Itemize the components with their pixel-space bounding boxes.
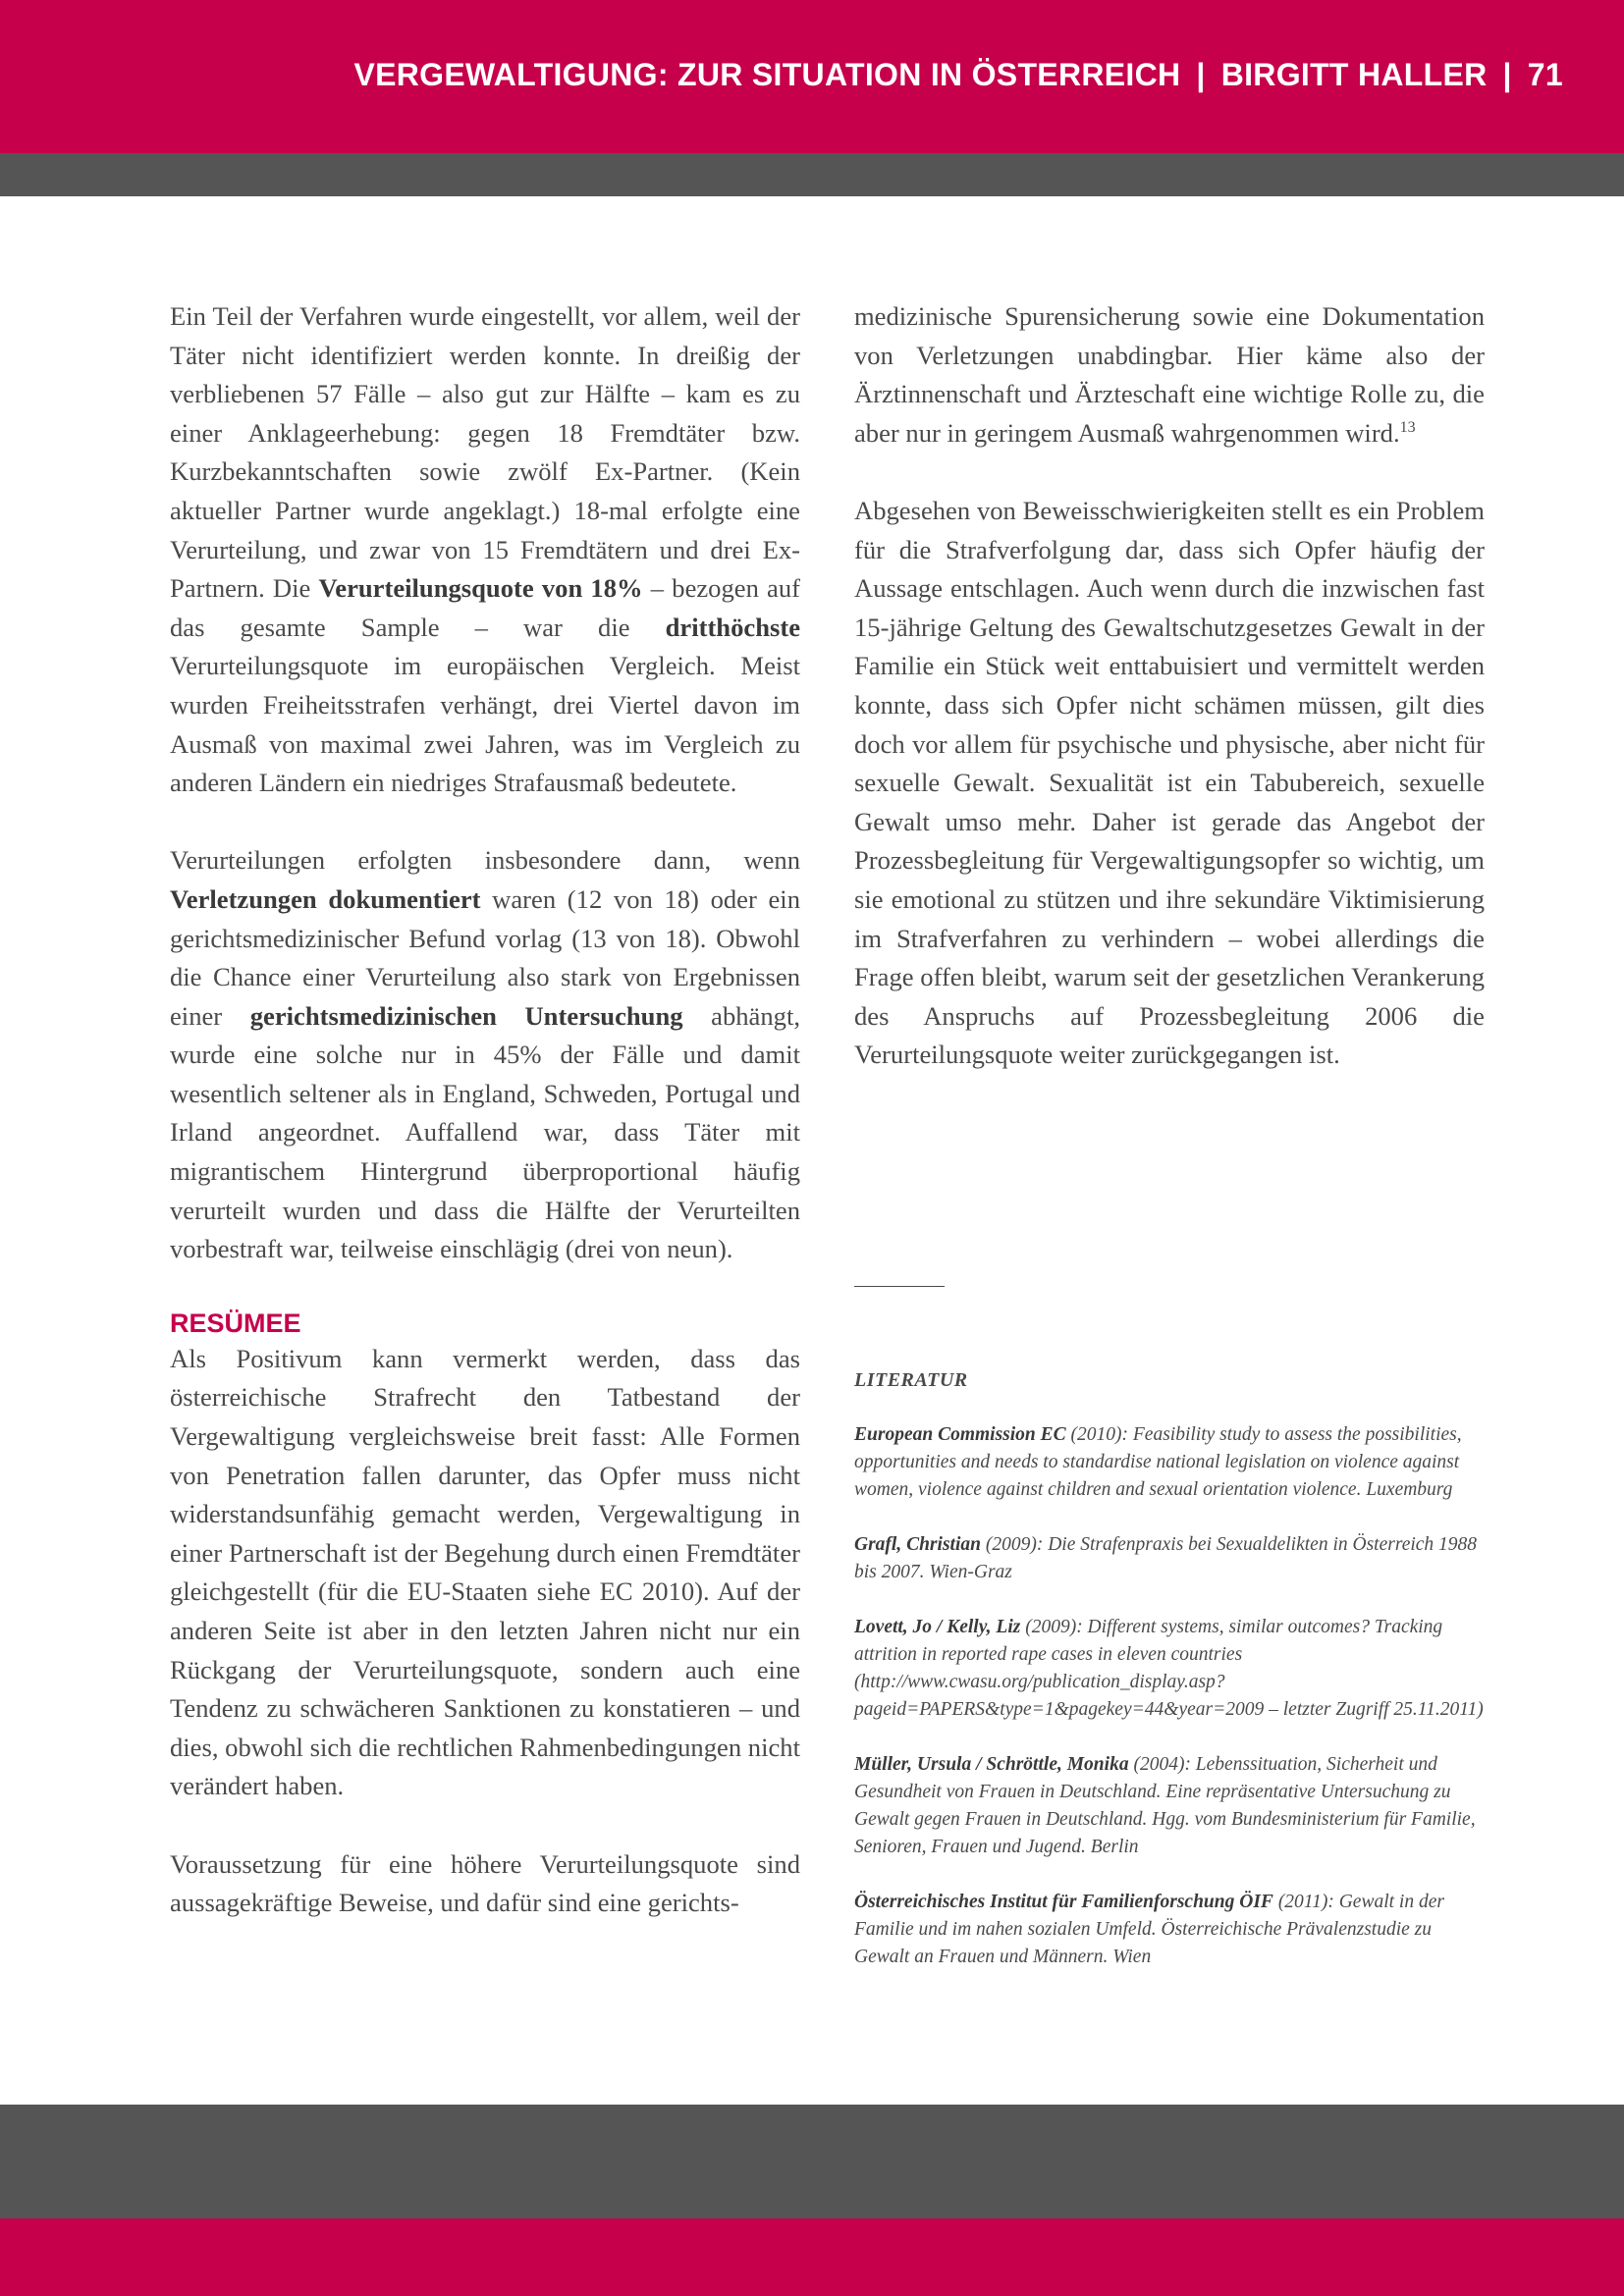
header-title: VERGEWALTIGUNG: ZUR SITUATION IN ÖSTERREICH [353,57,1181,92]
text-run: medizinische Spurensicherung sowie eine Dokumentation von Verletzungen unabdingbar. Hier käme also der Ärztinnenschaft und Ärzteschaft eine wichtige Rolle zu, die aber nur in geringem Ausmaß wahrgenommen wird. [854,301,1485,448]
reference-text: (2010): Feasibility study to assess the possibilities, opportunities and needs to standardise national legislation on violence against women, violence against children and sexual orientation violence. Luxemburg [854,1424,1462,1500]
header-grey-strip [0,153,1624,196]
paragraph [170,841,800,1269]
text-run: Verurteilungsquote im europäischen Vergleich. Meist wurden Freiheitsstrafen verhängt, drei Viertel davon im Ausmaß von maximal zwei Jahren, was im Vergleich zu anderen Ländern ein niedriges Strafausmaß bedeutete. [170,651,800,798]
literature-entry [854,1751,1485,1861]
reference-text: (2004): Lebenssituation, Sicherheit und Gesundheit von Frauen in Deutschland. Eine repräsentative Untersuchung zu Gewalt gegen Frauen in Deutschland. Hgg. vom Bundesministerium für Familie, Senioren, Frauen und Jugend. Berlin [854,1754,1476,1857]
paragraph [170,297,800,803]
bold-phrase: gerichtsmedizinischen Untersuchung [249,1000,683,1031]
page-number: 71 [1527,57,1563,92]
paragraph: Als Positivum kann vermerkt werden, dass das österreichische Strafrecht den Tatbestand der Vergewaltigung vergleichsweise breit fasst: Alle Formen von Penetration fallen darunter, das Opfer muss nicht widerstandsunfähig gemacht werden, Vergewaltigung in einer Partnerschaft ist der Begehung durch einen Fremdtäter gleichgestellt (für die EU-Staaten siehe EC 2010). Auf der anderen Seite ist aber in den letzten Jahren nicht nur ein Rückgang der Verurteilungsquote, sondern auch eine Tendenz zu schwächeren Sanktionen zu konstatieren – und dies, obwohl sich die rechtlichen Rahmenbedingungen nicht verändert haben. [170,1343,800,1801]
reference-text: (2009): Die Strafenpraxis bei Sexualdelikten in Österreich 1988 bis 2007. Wien-Graz [854,1534,1478,1582]
header-author: BIRGITT HALLER [1220,57,1488,92]
text-run: abhängt, wurde eine solche nur in 45% der Fälle und damit wesentlich seltener als in England, Schweden, Portugal und Irland angeordnet. Auffallend war, dass Täter mit migrantischem Hintergrund überproportional häufig verurteilt wurden und dass die Hälfte der Verurteilten vorbestraft war, teilweise einschlägig (drei von neun). [170,1000,800,1264]
header-separator: | [1502,57,1512,92]
reference-author: Lovett, Jo / Kelly, Liz [854,1617,1021,1637]
reference-author: Müller, Ursula / Schröttle, Monika [854,1754,1129,1775]
footer-accent-band [0,2218,1624,2296]
reference-author: Österreichisches Institut für Familienforschung ÖIF [854,1892,1273,1912]
bold-phrase: Verletzungen dokumentiert [170,883,481,914]
footnote-divider [854,1286,945,1287]
header-band [0,0,1624,153]
paragraph [854,297,1485,453]
reference-author: Grafl, Christian [854,1534,981,1555]
reference-text: (2009): Different systems, similar outcomes? Tracking attrition in reported rape cases in eleven countries (http://www.cwasu.org/publication_display.asp?pageid=PAPERS&type=1&pagekey=44&year=2009 – letzter Zugriff 25.11.2011) [854,1617,1484,1720]
literature-entry [854,1889,1485,1971]
paragraph: Voraussetzung für eine höhere Verurteilungsquote sind aussagekräftige Beweise, und dafür sind eine gerichts- [170,1848,800,1918]
bold-phrase: Verurteilungsquote von 18% [318,573,643,604]
reference-text: (2011): Gewalt in der Familie und im nahen sozialen Umfeld. Österreichische Prävalenzstudie zu Gewalt an Frauen und Männern. Wien [854,1892,1444,1967]
left-column [170,297,800,1923]
literature-section [854,1366,1485,1999]
literature-entry [854,1531,1485,1586]
header-separator: | [1196,57,1206,92]
paragraph: Abgesehen von Beweisschwierigkeiten stellt es ein Problem für die Strafverfolgung dar, dass sich Opfer häufig der Aussage entschlagen. Auch wenn durch die inzwischen fast 15-jährige Geltung des Gewaltschutzgesetzes Gewalt in der Familie ein Stück weit enttabuisiert und vermittelt werden konnte, dass sich Opfer nicht schämen müssen, gilt dies doch vor allem für psychische und physische, aber nicht für sexuelle Gewalt. Sexualität ist ein Tabubereich, sexuelle Gewalt umso mehr. Daher ist gerade das Angebot der Prozessbegleitung für Vergewaltigungsopfer so wichtig, um sie emotional zu stützen und ihre sekundäre Viktimisierung im Strafverfahren zu verhindern – wobei allerdings die Frage offen bleibt, warum seit der gesetzlichen Verankerung des Anspruchs auf Prozessbegleitung 2006 die Verurteilungsquote weiter zurückgegangen ist. [854,495,1485,1070]
literature-entry [854,1614,1485,1724]
literature-heading: LITERATUR [854,1369,968,1391]
text-run: waren (12 von 18) oder ein gerichtsmedizinischer Befund vorlag (13 von 18). Obwohl die Chance einer Verurteilung also stark von Ergebnissen einer [170,883,800,1031]
reference-author: European Commission EC [854,1424,1066,1445]
text-run: Verurteilungen erfolgten insbesondere dann, wenn [170,845,800,876]
literature-entry [854,1421,1485,1504]
footer-grey-band [0,2105,1624,2218]
section-heading: RESÜMEE [170,1308,301,1338]
bold-phrase: dritthöchste [665,612,800,642]
running-header [353,57,1563,93]
right-column [854,297,1485,1075]
text-run: – bezogen auf das gesamte Sample – war die [170,573,800,642]
text-run: Ein Teil der Verfahren wurde eingestellt, vor allem, weil der Täter nicht identifiziert werden konnte. In dreißig der verbliebenen 57 Fälle – also gut zur Hälfte – kam es zu einer Anklageerhebung: gegen 18 Fremdtäter bzw. Kurzbekanntschaften sowie zwölf Ex-Partner. (Kein aktueller Partner wurde angeklagt.) 18-mal erfolgte eine Verurteilung, und zwar von 15 Fremdtätern und drei Ex-Partnern. Die [170,301,800,604]
footnote-marker[interactable]: 13 [1399,418,1416,436]
